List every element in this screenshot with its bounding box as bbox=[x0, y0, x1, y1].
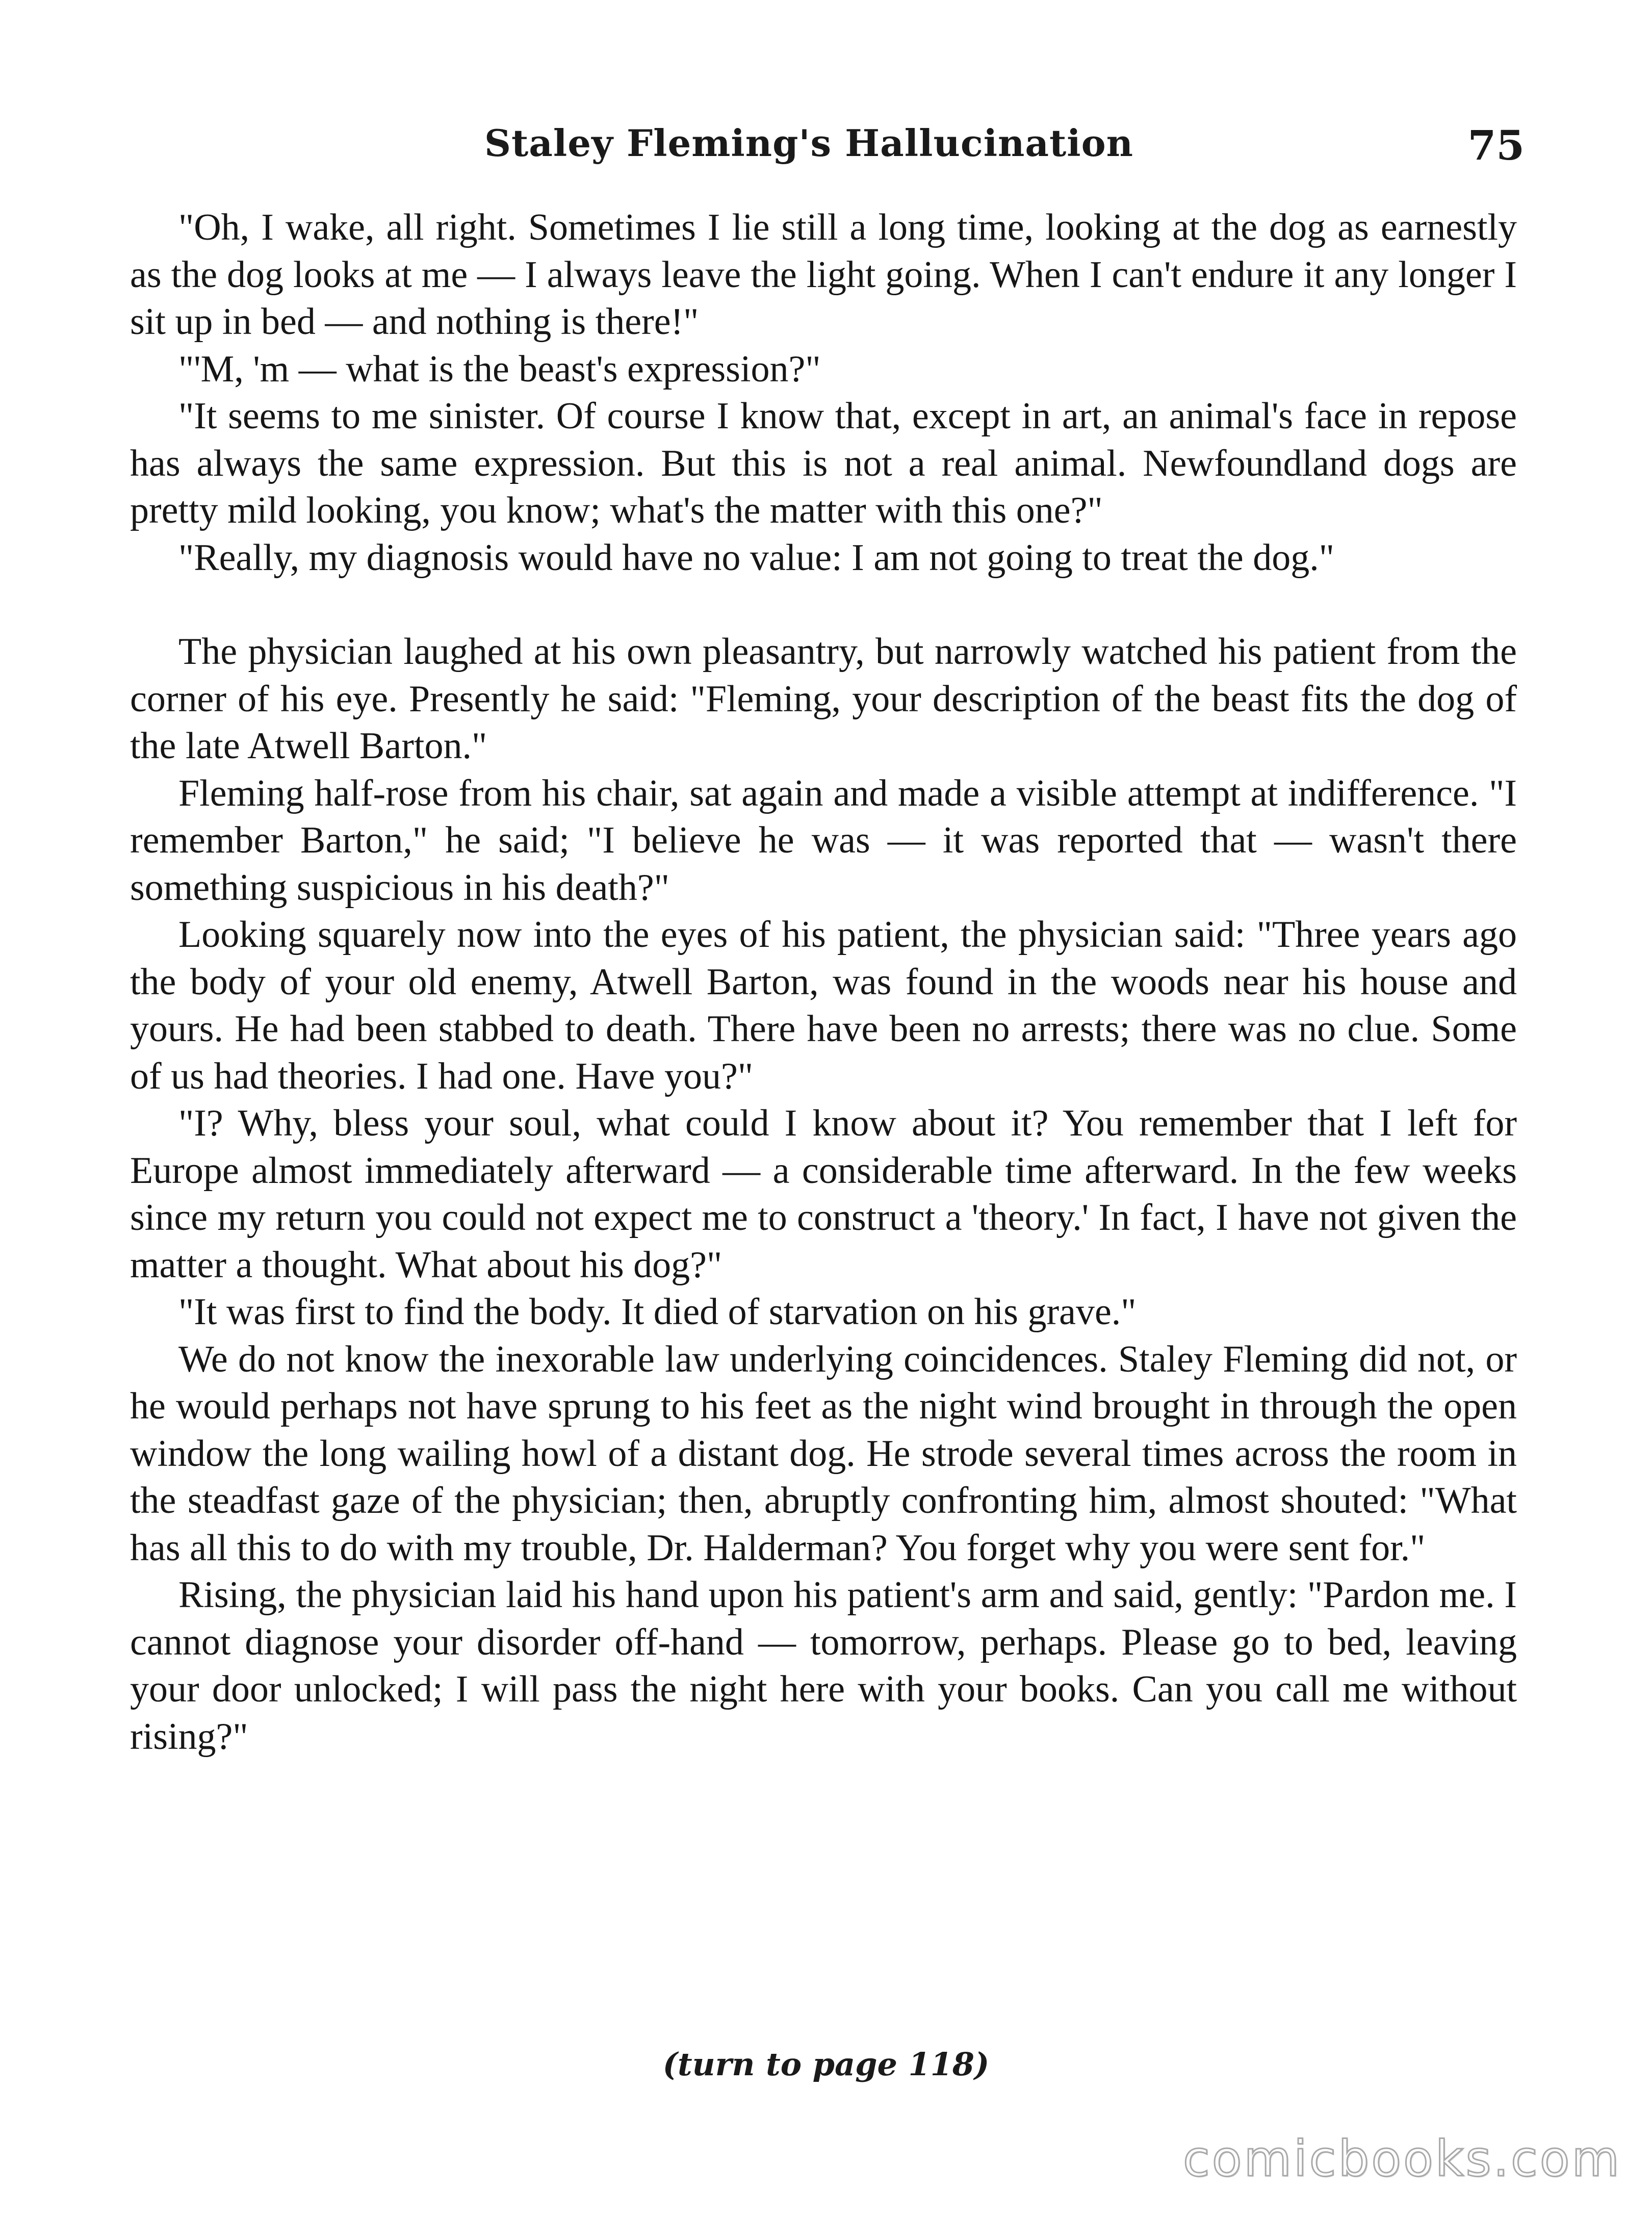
paragraph: "'M, 'm — what is the beast's expression?" bbox=[178, 348, 821, 390]
paragraph: "Oh, I wake, all right. Sometimes I lie still a long time, looking at the dog as earnestly as the dog looks at me — I always leave the light going. When I can't endure it any longer I sit up in bed — and nothing is there!" bbox=[130, 207, 1517, 343]
paragraph: The physician laughed at his own pleasantry, but narrowly watched his patient from the corner of his eye. Presently he said: "Fleming, your description of the beast fits the dog of the late Atwell Barton." bbox=[130, 631, 1517, 767]
paragraph: Fleming half-rose from his chair, sat again and made a visible attempt at indifference. "I remember Barton," he said; "I believe he was — it was reported that — wasn't there something suspicious in his death?" bbox=[130, 772, 1517, 909]
watermark: comicbooks.com bbox=[1182, 2130, 1621, 2187]
paragraph: "It seems to me sinister. Of course I know that, except in art, an animal's face in repose has always the same expression. But this is not a real animal. Newfoundland dogs are pretty mild looking, you know; what's the matter with this one?" bbox=[130, 395, 1517, 531]
paragraph: "I? Why, bless your soul, what could I know about it? You remember that I left for Europe almost immediately afterward — a considerable time afterward. In the few weeks since my return you could not expect me to construct a 'theory.' In fact, I have not given the matter a thought. What about his dog?" bbox=[130, 1102, 1517, 1286]
page-header bbox=[127, 121, 1525, 183]
paragraph: "Really, my diagnosis would have no value: I am not going to treat the dog." bbox=[178, 536, 1334, 579]
paragraph: Rising, the physician laid his hand upon his patient's arm and said, gently: "Pardon me. I cannot diagnose your disorder off-hand — tomorrow, perhaps. Please go to bed, leaving your door unlocked; I will pass the night here with your books. Can you call me without rising?" bbox=[130, 1574, 1517, 1758]
paragraph: We do not know the inexorable law underlying coincidences. Staley Fleming did not, or he would perhaps not have sprung to his feet as the night wind brought in through the open window the long wailing howl of a distant dog. He strode several times across the room in the steadfast gaze of the physician; then, abruptly confronting him, almost shouted: "What has all this to do with my trouble, Dr. Halderman? You forget why you were sent for." bbox=[130, 1338, 1517, 1569]
continuation-note: (turn to page 118) bbox=[662, 2046, 990, 2083]
paragraph: "It was first to find the body. It died of starvation on his grave." bbox=[178, 1291, 1137, 1333]
running-title: Staley Fleming's Hallucination bbox=[484, 121, 1134, 165]
paragraph: Looking squarely now into the eyes of his patient, the physician said: "Three years ago the body of your old enemy, Atwell Barton, was found in the woods near his house and yours. He had been stabbed to death. There have been no arrests; there was no clue. Some of us had theories. I had one. Have you?" bbox=[130, 914, 1517, 1097]
story-body bbox=[130, 204, 1517, 1760]
page-number: 75 bbox=[1467, 121, 1525, 169]
